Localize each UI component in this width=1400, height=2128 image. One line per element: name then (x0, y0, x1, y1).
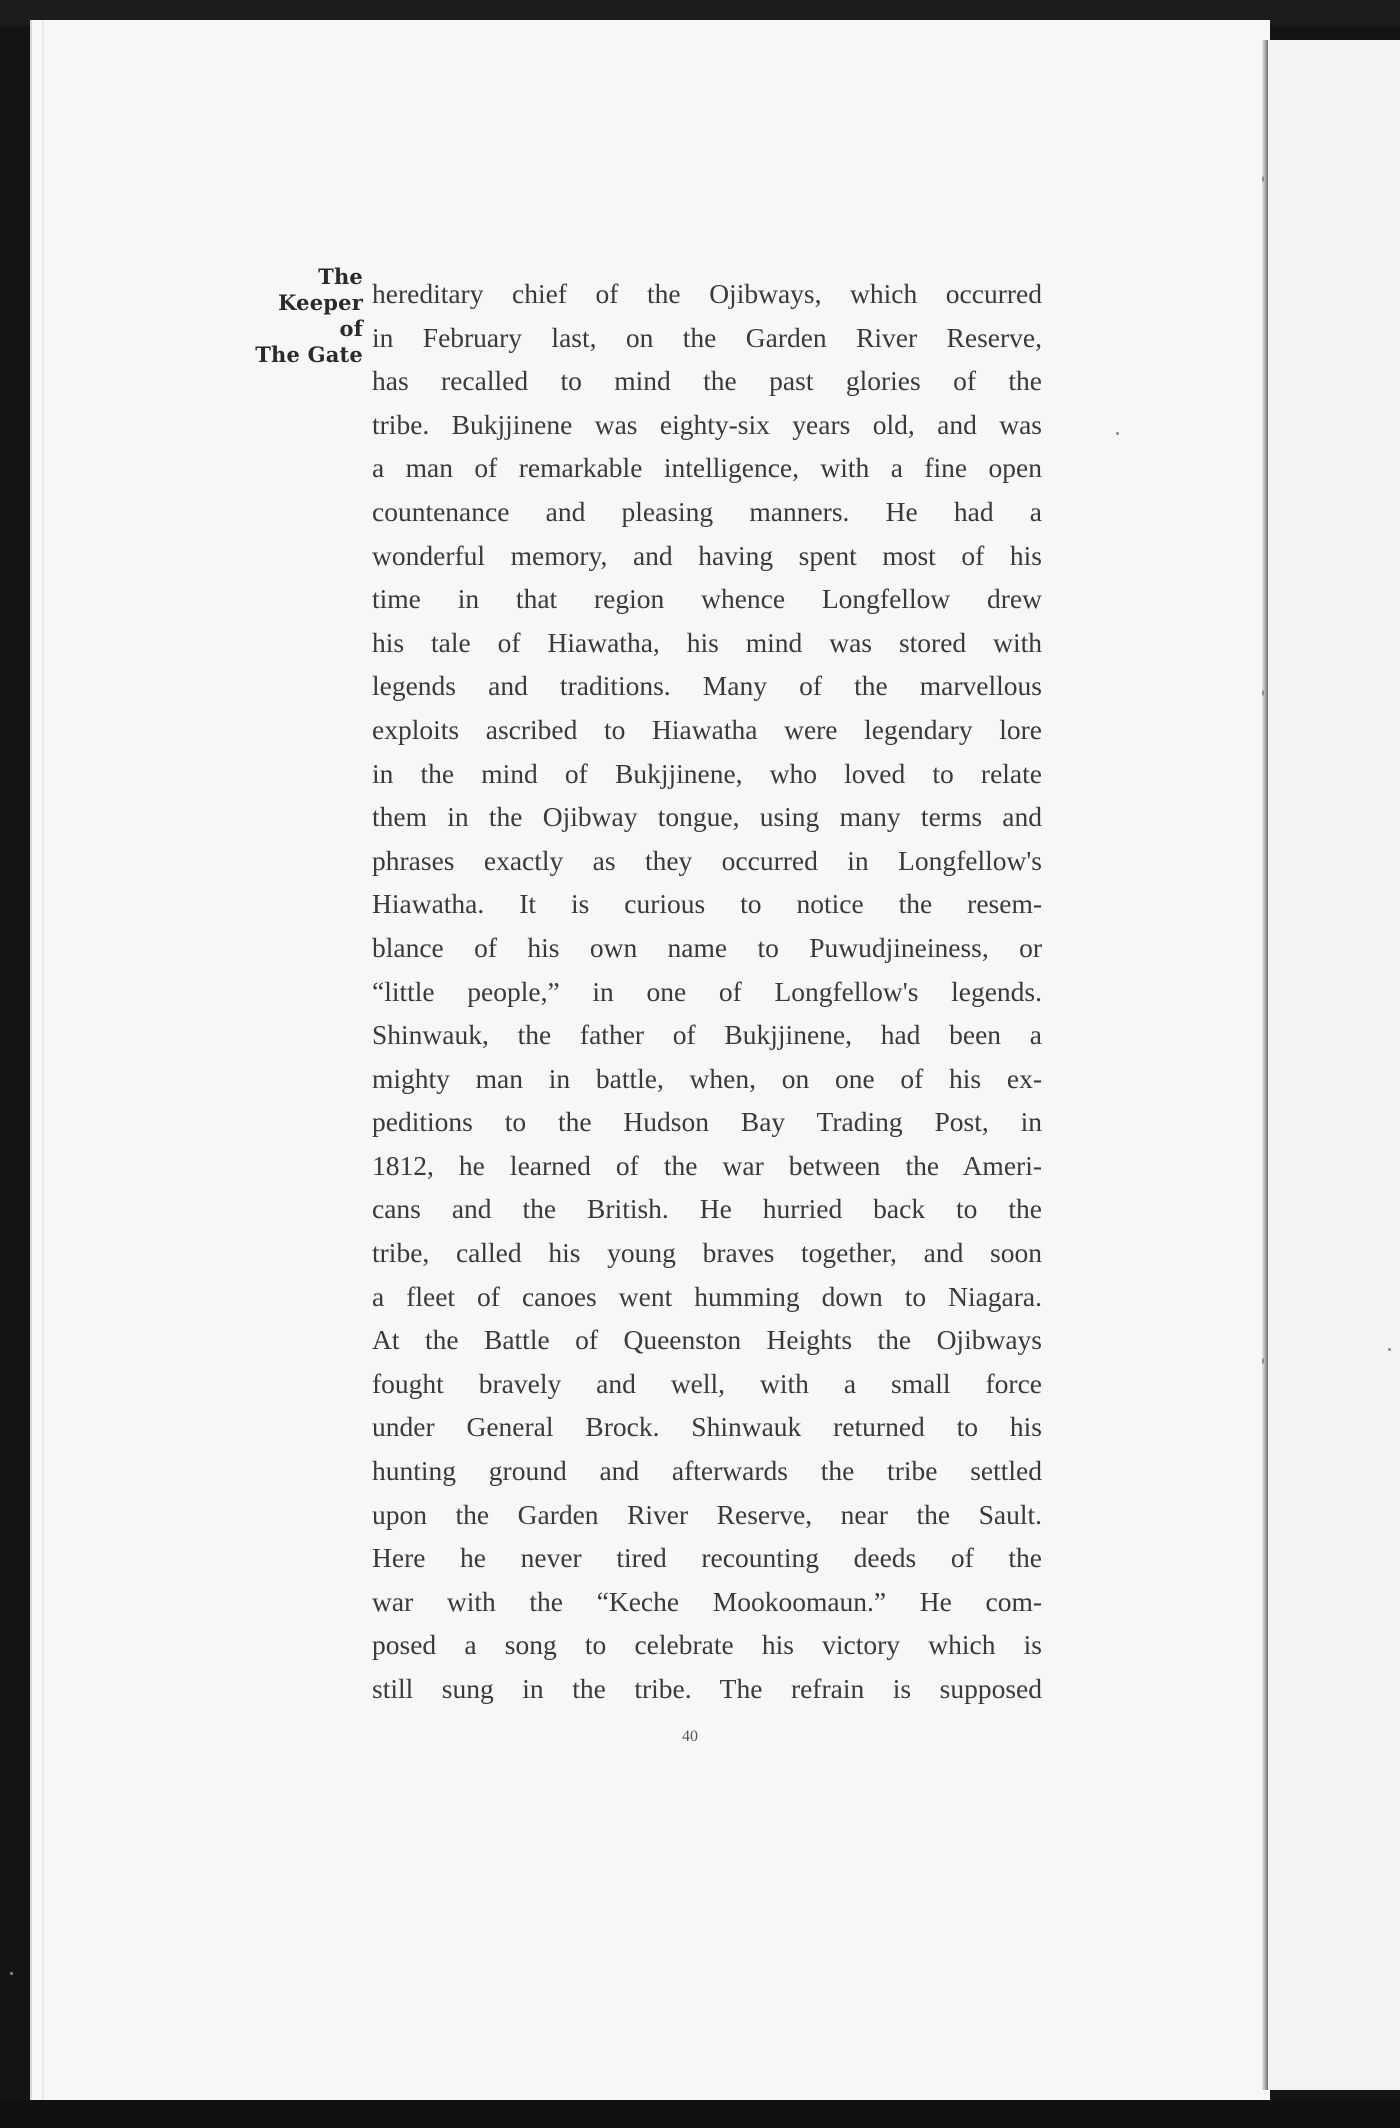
text-line: tribe. Bukjjinene was eighty-six years old, and was (372, 408, 1042, 440)
text-line: them in the Ojibway tongue, using many terms and (372, 801, 1042, 833)
text-line: under General Brock. Shinwauk returned to his (372, 1411, 1042, 1443)
text-line: Shinwauk, the father of Bukjjinene, had been a (372, 1019, 1042, 1051)
text-line: posed a song to celebrate his victory which is (372, 1629, 1042, 1661)
text-line: Here he never tired recounting deeds of the (372, 1542, 1042, 1574)
scan-speck (10, 1972, 13, 1975)
text-line: tribe, called his young braves together, and soon (372, 1237, 1042, 1269)
body-text (372, 272, 1042, 1711)
text-line: war with the “Keche Mookoomaun.” He com- (372, 1585, 1042, 1617)
scan-speck (1388, 1348, 1391, 1351)
text-line: time in that region whence Longfellow drew (372, 583, 1042, 615)
text-line: countenance and pleasing manners. He had a (372, 495, 1042, 527)
text-line: has recalled to mind the past glories of the (372, 365, 1042, 397)
text-line: Hiawatha. It is curious to notice the resem- (372, 888, 1042, 920)
text-line: phrases exactly as they occurred in Longfellow's (372, 844, 1042, 876)
text-line: fought bravely and well, with a small force (372, 1367, 1042, 1399)
text-line: peditions to the Hudson Bay Trading Post, in (372, 1106, 1042, 1138)
text-line: in February last, on the Garden River Reserve, (372, 321, 1042, 353)
running-head-line: The Gate (255, 342, 363, 367)
facing-page (1268, 40, 1400, 2090)
text-line: legends and traditions. Many of the marvellous (372, 670, 1042, 702)
scan-speck (1262, 1358, 1264, 1364)
text-line: wonderful memory, and having spent most of his (372, 539, 1042, 571)
text-line: hereditary chief of the Ojibways, which occurred (372, 278, 1042, 309)
text-line: a man of remarkable intelligence, with a fine open (372, 452, 1042, 484)
page-gutter (42, 20, 45, 2105)
text-line: a fleet of canoes went humming down to Niagara. (372, 1280, 1042, 1312)
scan-speck (1262, 690, 1264, 696)
page-number: 40 (682, 1728, 698, 1745)
scan-bottom-edge (0, 2100, 1400, 2128)
scan-speck (1116, 432, 1119, 435)
text-line: “little people,” in one of Longfellow's legends. (372, 975, 1042, 1007)
text-line: upon the Garden River Reserve, near the Sault. (372, 1498, 1042, 1530)
running-head-line: of (339, 316, 363, 341)
text-line: At the Battle of Queenston Heights the Ojibways (372, 1324, 1042, 1356)
running-head-line: Keeper (278, 290, 363, 315)
text-line: exploits ascribed to Hiawatha were legendary lore (372, 713, 1042, 745)
text-line: mighty man in battle, when, on one of his ex- (372, 1062, 1042, 1094)
text-line: blance of his own name to Puwudjineiness, or (372, 931, 1042, 963)
text-line: cans and the British. He hurried back to the (372, 1193, 1042, 1225)
running-head (238, 264, 363, 368)
text-line: 1812, he learned of the war between the Ameri- (372, 1149, 1042, 1181)
text-line: still sung in the tribe. The refrain is supposed (372, 1673, 1042, 1704)
scan-speck (1262, 176, 1264, 182)
text-line: his tale of Hiawatha, his mind was stored with (372, 626, 1042, 658)
running-head-line: The (318, 264, 363, 289)
text-line: in the mind of Bukjjinene, who loved to relate (372, 757, 1042, 789)
text-line: hunting ground and afterwards the tribe settled (372, 1455, 1042, 1487)
